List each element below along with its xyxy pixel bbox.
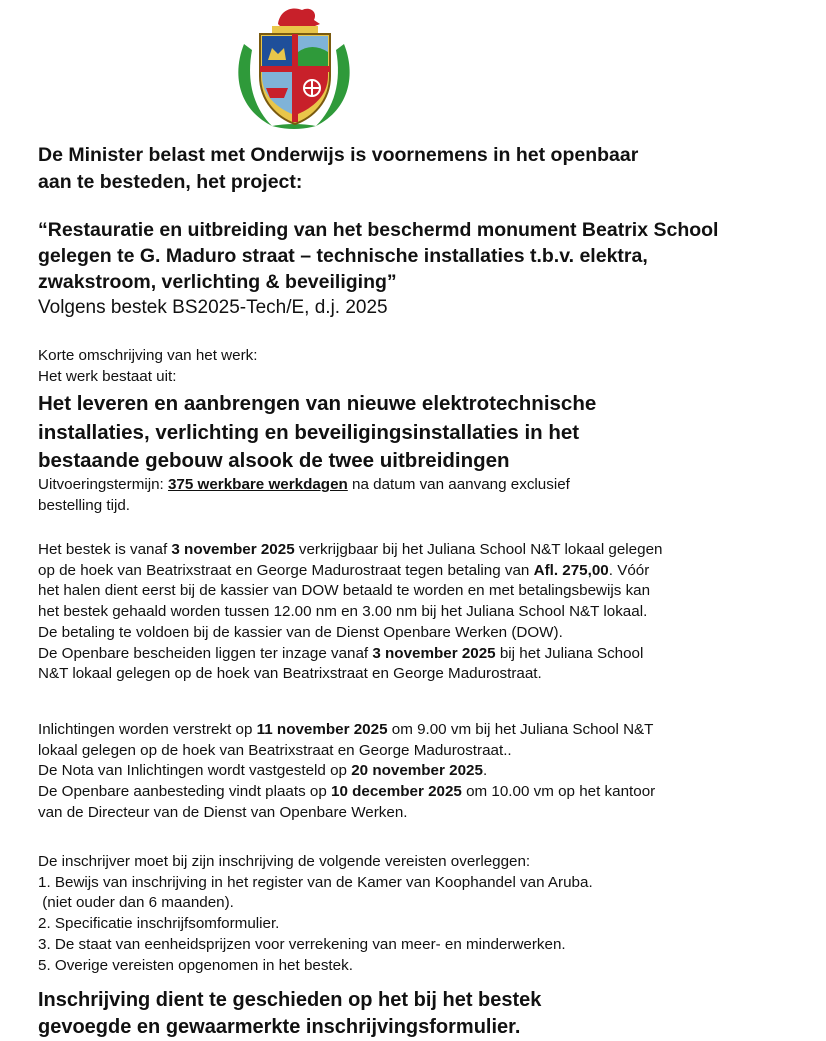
- list-item: 1. Bewijs van inschrijving in het register van de Kamer van Koophandel van Aruba.: [38, 873, 593, 891]
- workdays: 375 werkbare werkdagen: [167, 476, 348, 493]
- short-description: Korte omschrijving van het werk: Het werk bestaat uit:: [38, 347, 258, 385]
- execution-term: Uitvoeringstermijn: 375 werkbare werkdagen na datum van aanvang exclusief bestelling tijd.: [38, 476, 570, 514]
- availability-paragraph: Het bestek is vanaf 3 november 2025 verkrijgbaar bij het Juliana School N&T lokaal gelegen op de hoek van Beatrixstraat en George Madurostraat tegen betaling van Afl. 275,00. Vóór het halen dient eerst bij de kassier van DOW betaald te worden en met betalingsbewijs kan het bestek gehaald worden tussen 12.00 nm en 3.00 nm bij het Juliana School N&T lokaal. De betaling te voldoen bij de kassier van de Dienst Openbare Werken (DOW). De Openbare bescheiden liggen ter inzage vanaf 3 november 2025 bij het Juliana School N&T lokaal gelegen op de hoek van Beatrixstraat en George Madurostraat.: [38, 541, 663, 683]
- list-item: (niet ouder dan 6 maanden).: [38, 894, 234, 912]
- work-description: Het leveren en aanbrengen van nieuwe elektrotechnische installaties, verlichting en beveiligingsinstallaties in het bestaande gebouw alsook de twee uitbreidingen: [38, 392, 597, 472]
- information-paragraph: Inlichtingen worden verstrekt op 11 november 2025 om 9.00 vm bij het Juliana School N&T lokaal gelegen op de hoek van Beatrixstraat en George Madurostraat.. De Nota van Inlichtingen wordt vastgesteld op 20 november 2025. De Openbare aanbesteding vindt plaats op 10 december 2025 om 10.00 vm op het kantoor van de Directeur van de Dienst van Openbare Werken.: [38, 721, 656, 821]
- closing-statement: Inschrijving dient te geschieden op het bij het bestek gevoegde en gewaarmerkte inschrijvingsformulier.: [38, 989, 542, 1038]
- list-item: 3. De staat van eenheidsprijzen voor verrekening van meer- en minderwerken.: [38, 935, 566, 953]
- intro-text: De Minister belast met Onderwijs is voornemens in het openbaar aan te besteden, het project:: [38, 144, 639, 193]
- bestek-reference: Volgens bestek BS2025-Tech/E, d.j. 2025: [38, 297, 388, 318]
- project-title: “Restauratie en uitbreiding van het beschermd monument Beatrix School gelegen te G. Maduro straat – technische installaties t.b.v. elektra, zwakstroom, verlichting & beveiliging”: [38, 219, 719, 293]
- list-item: 2. Specificatie inschrijfsomformulier.: [38, 915, 280, 933]
- coat-of-arms-icon: [232, 4, 356, 132]
- list-item: 5. Overige vereisten opgenomen in het bestek.: [38, 956, 353, 974]
- requirements-list: De inschrijver moet bij zijn inschrijving de volgende vereisten overleggen: 1. Bewijs van inschrijving in het register van de Kamer van Koophandel van Aruba. (niet ouder dan 6 maanden). 2. Specificatie inschrijfsomformulier. 3. De staat van eenheidsprijzen voor verrekening van meer- en minderwerken. 5. Overige vereisten opgenomen in het bestek.: [38, 852, 593, 976]
